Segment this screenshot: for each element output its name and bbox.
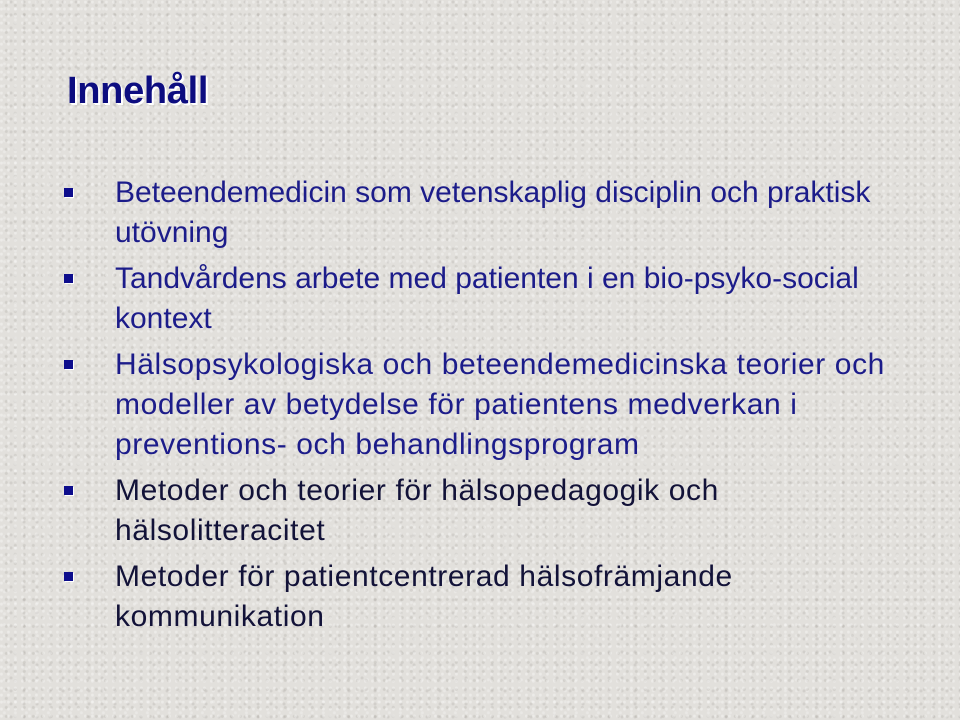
slide-title: Innehåll — [67, 70, 209, 112]
list-item — [60, 259, 920, 339]
bullet-text: Tandvårdens arbete med patienten i en bio-psyko-social kontext — [115, 262, 859, 335]
square-bullet-icon — [64, 572, 73, 581]
bullet-text: Beteendemedicin som vetenskaplig disciplin och praktisk utövning — [115, 176, 871, 249]
square-bullet-icon — [64, 360, 73, 369]
bullet-text: Metoder för patientcentrerad hälsofrämjande kommunikation — [115, 560, 733, 633]
square-bullet-icon — [64, 274, 73, 283]
list-item — [60, 173, 920, 253]
list-item — [60, 345, 920, 465]
square-bullet-icon — [64, 188, 73, 197]
bullet-list — [60, 173, 920, 643]
bullet-text: Metoder och teorier för hälsopedagogik och hälsolitteracitet — [115, 474, 719, 547]
bullet-text: Hälsopsykologiska och beteendemedicinska teorier och modeller av betydelse för patientens medverkan i preventions- och behandlingsprogram — [115, 348, 885, 461]
list-item — [60, 471, 920, 551]
list-item — [60, 557, 920, 637]
square-bullet-icon — [64, 486, 73, 495]
